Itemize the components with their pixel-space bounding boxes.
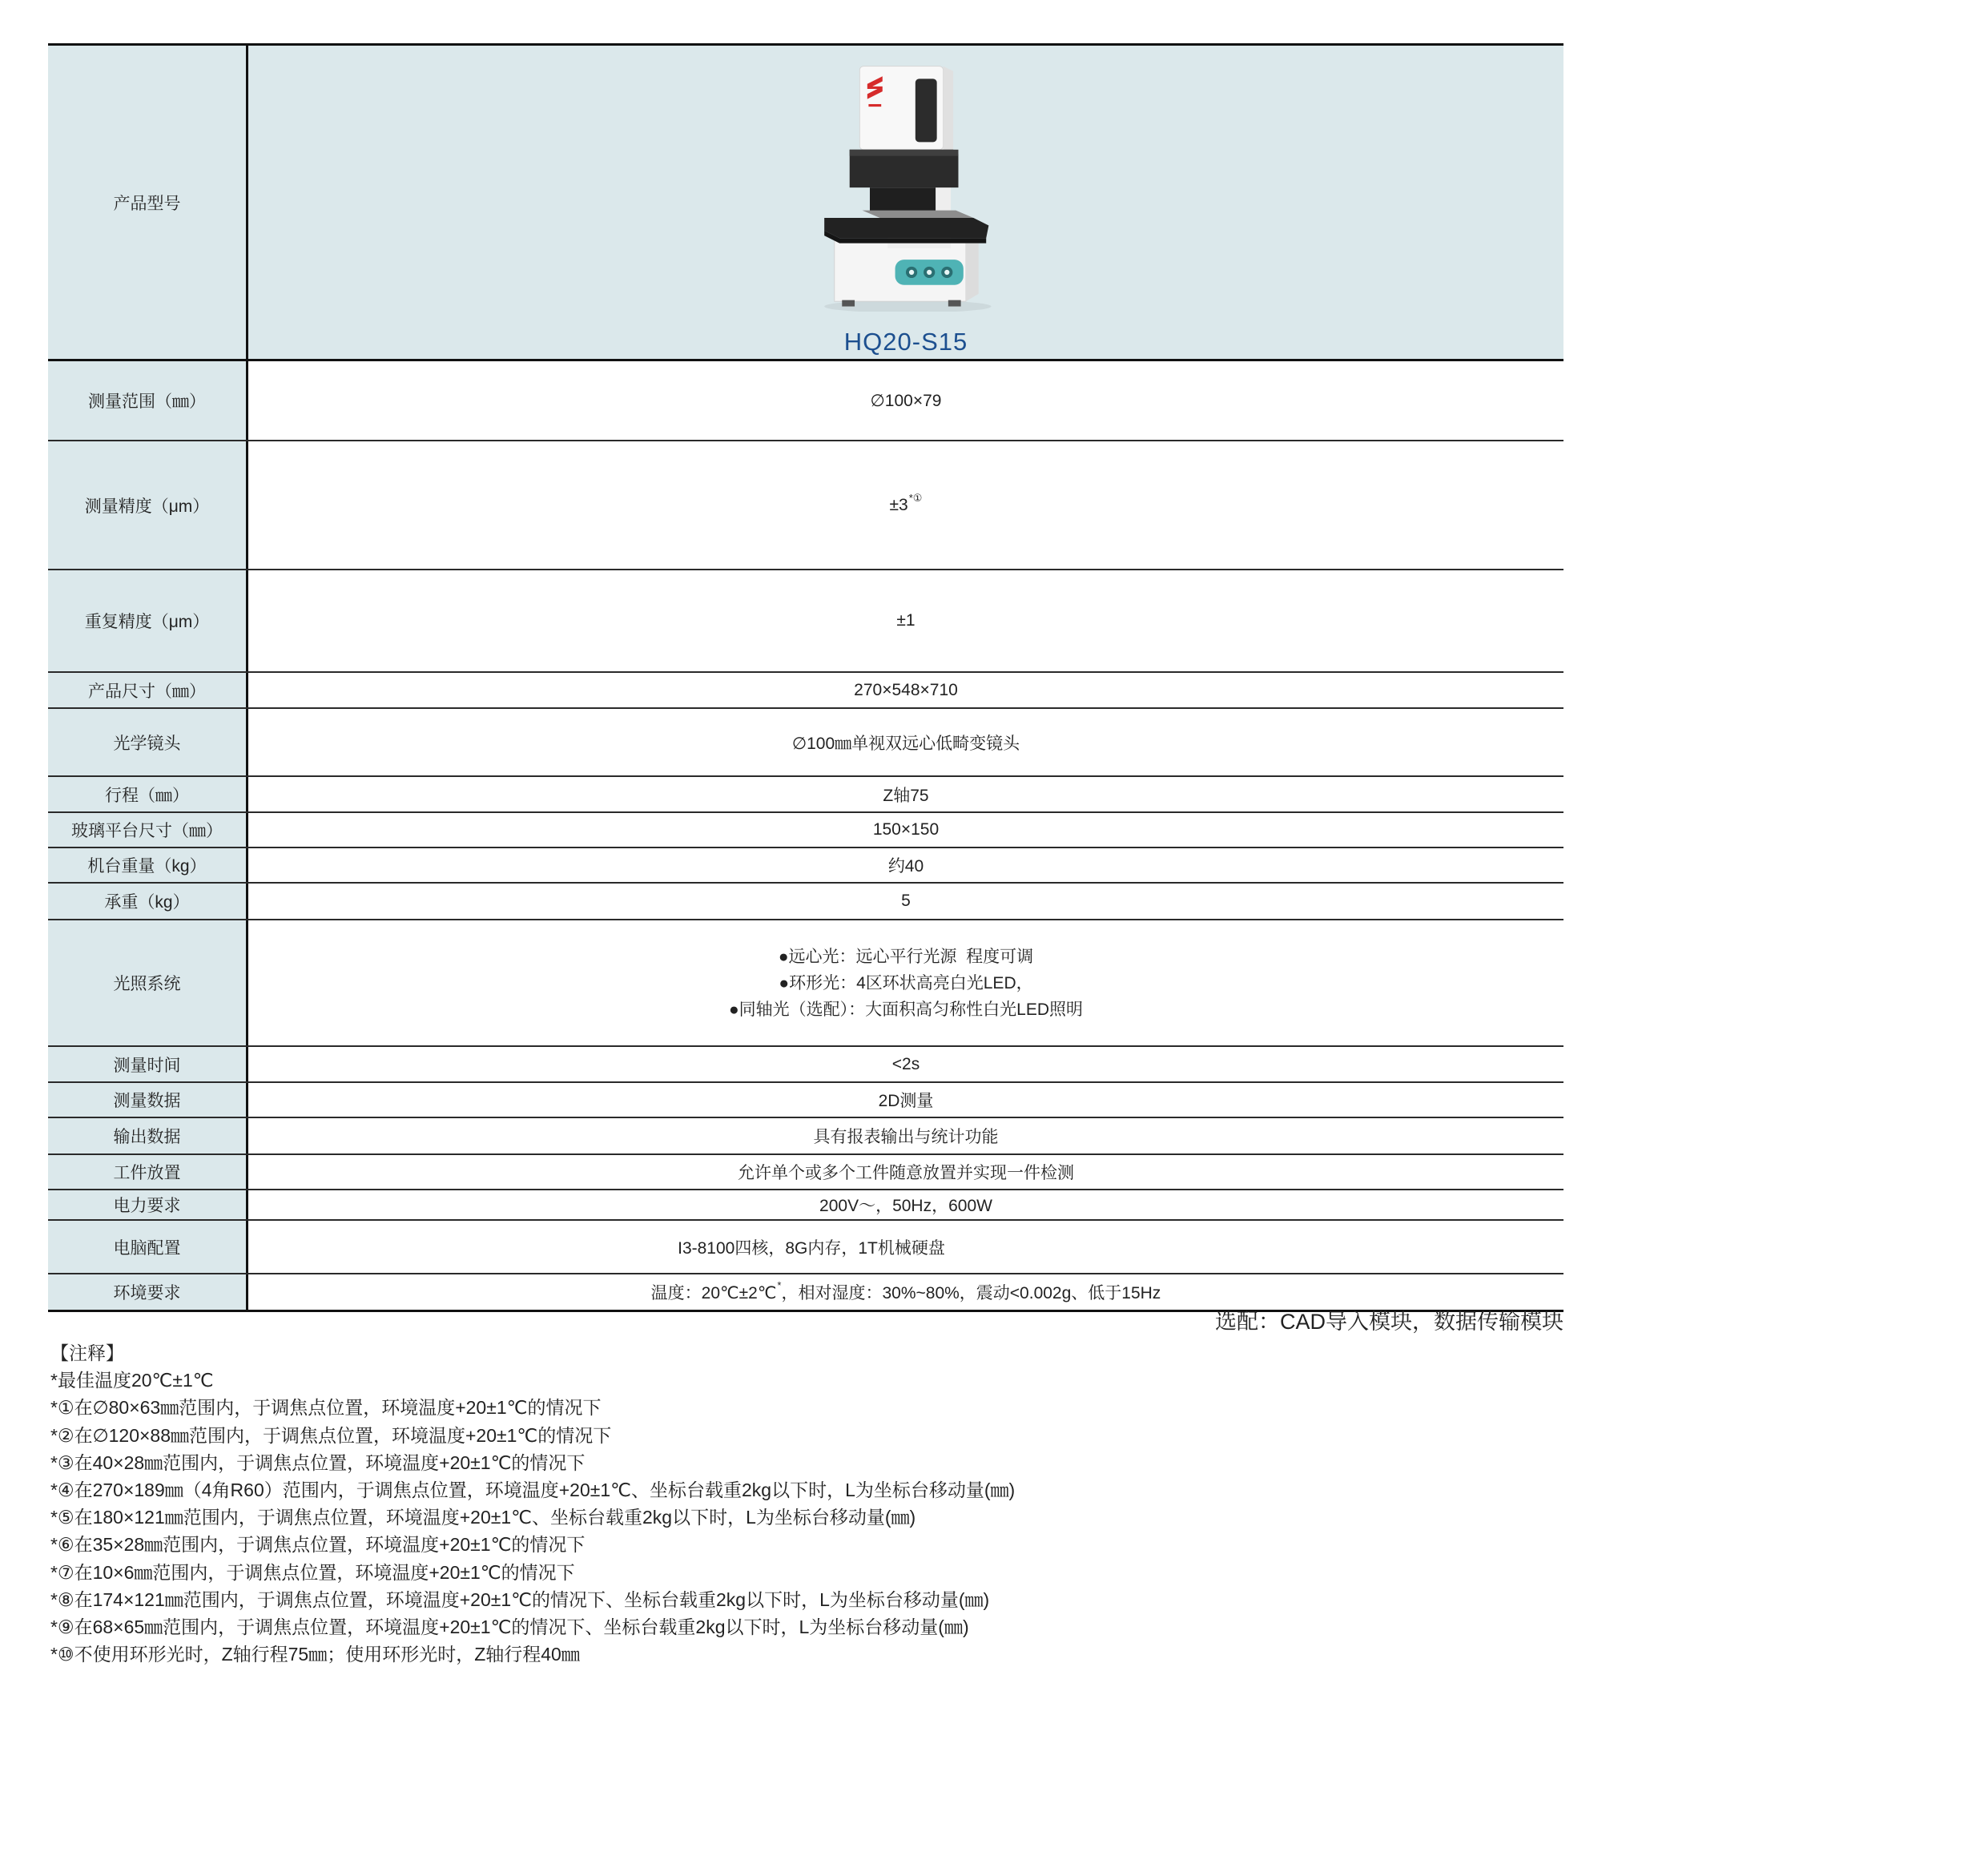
note-item: *⑧在174×121㎜范围内，于调焦点位置，环境温度+20±1℃的情况下、坐标台载重2kg以下时，L为坐标台移动量(㎜): [50, 1588, 990, 1610]
spec-label: 承重（kg）: [48, 884, 248, 919]
note-item: *最佳温度20℃±1℃: [50, 1370, 214, 1391]
note-item: *②在∅120×88㎜范围内，于调焦点位置，环境温度+20±1℃的情况下: [50, 1424, 612, 1446]
spec-table: [48, 43, 1563, 1312]
note-item: *⑥在35×28㎜范围内，于调焦点位置，环境温度+20±1℃的情况下: [50, 1534, 586, 1556]
spec-row-power: [48, 1190, 1563, 1221]
spec-value: 5: [901, 892, 911, 910]
optional-modules: 选配：CAD导入模块，数据传输模块: [1214, 1310, 1563, 1334]
spec-value: ±1: [896, 611, 916, 630]
spec-value: 200V～，50Hz，600W: [819, 1197, 992, 1215]
spec-value-text: 温度：20℃±2℃: [650, 1284, 777, 1302]
spec-row-optical-lens: [48, 709, 1563, 777]
spec-value: 2D测量: [878, 1092, 934, 1110]
notes: [50, 1339, 1015, 1668]
spec-row-travel: [48, 777, 1563, 813]
spec-value: I3-8100四核，8G内存，1T机械硬盘: [678, 1238, 945, 1258]
note-item: *③在40×28㎜范围内，于调焦点位置，环境温度+20±1℃的情况下: [50, 1451, 586, 1473]
spec-label: 测量时间: [48, 1047, 248, 1081]
product-image: [822, 58, 999, 312]
spec-label: 玻璃平台尺寸（㎜）: [48, 813, 248, 847]
spec-row-machine-weight: [48, 848, 1563, 884]
spec-label: 重复精度（μm）: [48, 570, 248, 671]
lighting-line: ●远心光：远心平行光源 程度可调: [778, 947, 1034, 966]
spec-label: 测量数据: [48, 1083, 248, 1117]
spec-value-text: ±3: [889, 495, 908, 514]
spec-row-measure-time: [48, 1047, 1563, 1083]
spec-row-lighting-system: [48, 920, 1563, 1047]
spec-label: 输出数据: [48, 1118, 248, 1153]
spec-label: 电脑配置: [48, 1221, 248, 1273]
spec-row-measure-data: [48, 1083, 1563, 1118]
lighting-line: ●环形光：4区环状高亮白光LED，: [779, 973, 1033, 992]
spec-row-model: [48, 46, 1563, 361]
spec-value: [248, 1274, 1563, 1310]
spec-label: 电力要求: [48, 1190, 248, 1219]
spec-label: 机台重量（kg）: [48, 848, 248, 882]
spec-value: 允许单个或多个工件随意放置并实现一件检测: [738, 1164, 1074, 1182]
spec-value: ∅100㎜单视双远心低畸变镜头: [791, 734, 1020, 753]
spec-value: 150×150: [872, 820, 940, 839]
spec-label: 环境要求: [48, 1274, 248, 1310]
spec-label: 光照系统: [48, 920, 248, 1045]
notes-title: 【注释】: [50, 1343, 124, 1363]
note-item: *⑨在68×65㎜范围内，于调焦点位置，环境温度+20±1℃的情况下、坐标台载重2kg以下时，L为坐标台移动量(㎜): [50, 1616, 969, 1638]
spec-value: 具有报表输出与统计功能: [813, 1128, 999, 1146]
lighting-line: ●同轴光（选配）：大面积高匀称性白光LED照明: [728, 1000, 1084, 1019]
spec-label: 产品型号: [48, 46, 248, 359]
note-item: *①在∅80×63㎜范围内，于调焦点位置，环境温度+20±1℃的情况下: [50, 1397, 602, 1419]
spec-row-glass-stage-size: [48, 813, 1563, 848]
spec-row-load-capacity: [48, 884, 1563, 920]
note-item: *⑦在10×6㎜范围内，于调焦点位置，环境温度+20±1℃的情况下: [50, 1561, 575, 1583]
note-item: *⑤在180×121㎜范围内，于调焦点位置，环境温度+20±1℃、坐标台载重2kg以下时，L为坐标台移动量(㎜): [50, 1507, 916, 1528]
note-item: *⑩不使用环形光时，Z轴行程75㎜；使用环形光时，Z轴行程40㎜: [50, 1644, 580, 1665]
spec-row-measure-accuracy: [48, 441, 1563, 570]
footnote-marker: *: [777, 1278, 782, 1291]
spec-value: 270×548×710: [854, 680, 958, 699]
spec-label: 产品尺寸（㎜）: [48, 673, 248, 707]
spec-value-text: ，相对湿度：30%~80%，震动<0.002g、低于15Hz: [781, 1284, 1161, 1302]
spec-value: 约40: [887, 857, 924, 876]
spec-value: ∅100×79: [870, 391, 942, 410]
spec-row-workpiece-placement: [48, 1155, 1563, 1190]
note-item: *④在270×189㎜（4角R60）范围内，于调焦点位置，环境温度+20±1℃、坐标台载重2kg以下时，L为坐标台移动量(㎜): [50, 1480, 1016, 1501]
spec-label: 工件放置: [48, 1155, 248, 1189]
spec-row-measure-range: [48, 361, 1563, 441]
spec-row-repeat-accuracy: [48, 570, 1563, 673]
spec-label: 测量范围（㎜）: [48, 361, 248, 440]
model-cell: [248, 46, 1563, 359]
spec-value: Z轴75: [883, 786, 929, 805]
spec-label: 行程（㎜）: [48, 777, 248, 811]
spec-row-computer-config: [48, 1221, 1563, 1274]
spec-value: [248, 441, 1563, 569]
footnote-marker: *①: [908, 491, 923, 504]
model-number: HQ20-S15: [843, 328, 968, 356]
spec-row-product-size: [48, 673, 1563, 709]
spec-value: <2s: [891, 1054, 920, 1073]
spec-label: 测量精度（μm）: [48, 441, 248, 569]
spec-row-environment: [48, 1274, 1563, 1310]
spec-value: [248, 920, 1563, 1045]
spec-row-output-data: [48, 1118, 1563, 1155]
spec-label: 光学镜头: [48, 709, 248, 775]
